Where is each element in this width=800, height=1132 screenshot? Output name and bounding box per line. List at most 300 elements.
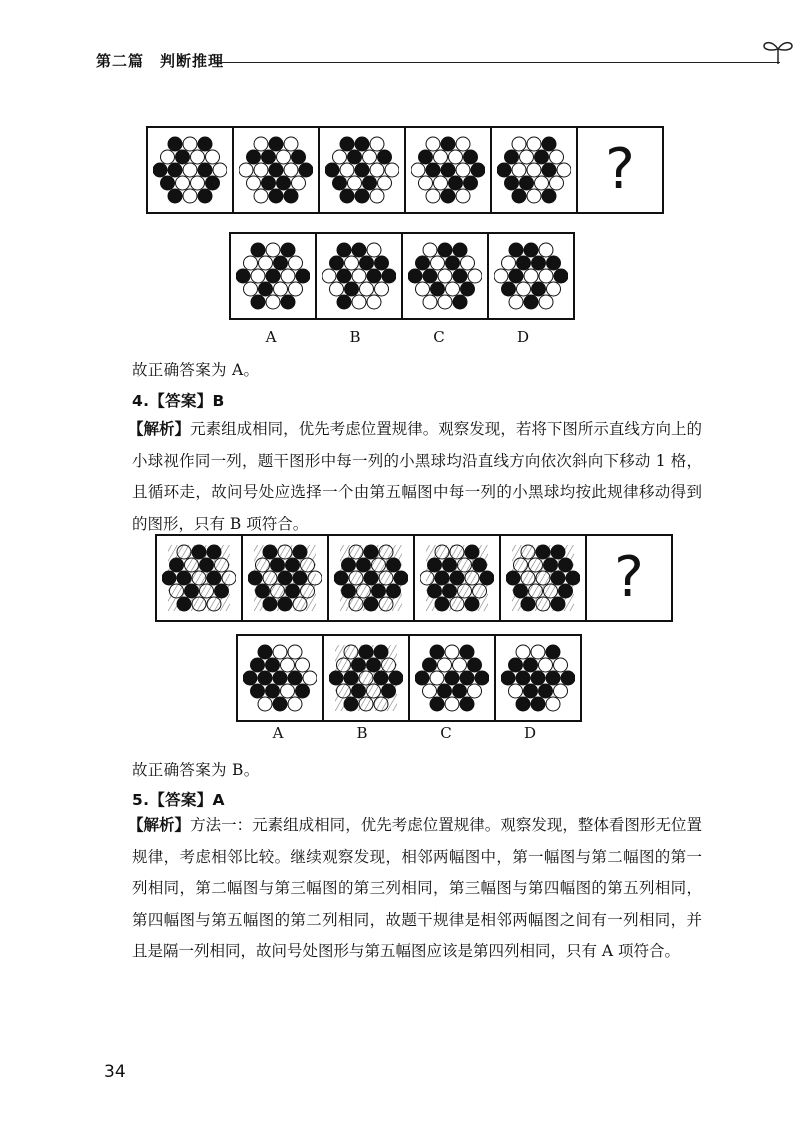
black-ball — [340, 137, 354, 151]
black-ball — [430, 645, 444, 659]
white-ball — [445, 645, 459, 659]
white-ball — [266, 295, 280, 309]
ball-figure — [248, 541, 322, 615]
black-ball — [532, 256, 546, 270]
q3-option-b — [315, 232, 403, 320]
black-ball — [453, 295, 467, 309]
black-ball — [535, 150, 549, 164]
black-ball — [524, 684, 538, 698]
black-ball — [505, 176, 519, 190]
white-ball — [281, 658, 295, 672]
black-ball — [247, 150, 261, 164]
white-ball — [419, 176, 433, 190]
option-label-b: B — [349, 328, 361, 346]
white-ball — [426, 189, 440, 203]
q4-answer-label: 4.【答案】B — [132, 392, 225, 410]
black-ball — [461, 282, 475, 296]
white-ball — [352, 269, 366, 283]
q3-figure-1 — [146, 126, 234, 214]
black-ball — [468, 658, 482, 672]
ball-figure — [239, 133, 313, 207]
white-ball — [512, 163, 526, 177]
black-ball — [520, 176, 534, 190]
white-ball — [453, 658, 467, 672]
black-ball — [355, 137, 369, 151]
black-ball — [251, 684, 265, 698]
black-ball — [441, 163, 455, 177]
white-ball — [547, 282, 561, 296]
white-ball — [281, 269, 295, 283]
black-ball — [524, 243, 538, 257]
white-ball — [273, 645, 287, 659]
option-label-c: C — [440, 724, 452, 742]
ball-figure — [420, 541, 494, 615]
white-ball — [183, 137, 197, 151]
white-ball — [539, 295, 553, 309]
black-ball — [296, 269, 310, 283]
q5-analysis — [128, 810, 702, 968]
black-ball — [516, 671, 530, 685]
white-ball — [183, 163, 197, 177]
black-ball — [198, 163, 212, 177]
black-ball — [281, 295, 295, 309]
black-ball — [262, 176, 276, 190]
white-ball — [385, 163, 399, 177]
q3-figure-4 — [404, 126, 492, 214]
black-ball — [360, 256, 374, 270]
option-label-d: D — [516, 328, 530, 346]
white-ball — [456, 163, 470, 177]
black-ball — [524, 658, 538, 672]
q3-conclusion: 故正确答案为 A。 — [132, 361, 260, 379]
white-ball — [434, 150, 448, 164]
q5-answer — [132, 788, 225, 810]
black-ball — [449, 176, 463, 190]
white-ball — [527, 163, 541, 177]
white-ball — [367, 243, 381, 257]
question-mark: ? — [614, 545, 644, 610]
black-ball — [512, 189, 526, 203]
white-ball — [423, 243, 437, 257]
sprout-icon — [760, 36, 796, 66]
white-ball — [254, 163, 268, 177]
white-ball — [520, 150, 534, 164]
black-ball — [269, 189, 283, 203]
black-ball — [296, 684, 310, 698]
black-ball — [546, 645, 560, 659]
black-ball — [546, 671, 560, 685]
white-ball — [557, 163, 571, 177]
black-ball — [509, 658, 523, 672]
black-ball — [453, 243, 467, 257]
black-ball — [251, 658, 265, 672]
black-ball — [330, 256, 344, 270]
ball-figure — [243, 641, 317, 715]
black-ball — [337, 295, 351, 309]
black-ball — [333, 176, 347, 190]
black-ball — [475, 671, 489, 685]
q4-analysis — [128, 414, 702, 540]
white-ball — [330, 282, 344, 296]
black-ball — [262, 150, 276, 164]
black-ball — [471, 163, 485, 177]
q4-option-labels — [236, 724, 572, 742]
page-number: 34 — [104, 1062, 126, 1082]
black-ball — [325, 163, 339, 177]
black-ball — [446, 256, 460, 270]
white-ball — [363, 150, 377, 164]
white-ball — [378, 176, 392, 190]
white-ball — [259, 256, 273, 270]
white-ball — [509, 295, 523, 309]
q4-analysis-text: 元素组成相同，优先考虑位置规律。观察发现，若将下图所示直线方向上的小球视作同一列，题干图形中每一列的小黑球均沿直线方向依次斜向下移动 1 格，且循环走，故问号处应选择一个由第五幅图中每一列的小黑球均按此规律移动得到的图形，只有 B 项符合。 — [132, 420, 702, 533]
white-ball — [438, 658, 452, 672]
white-ball — [546, 697, 560, 711]
q4-figure-5 — [499, 534, 587, 622]
white-ball — [456, 137, 470, 151]
black-ball — [497, 163, 511, 177]
white-ball — [284, 163, 298, 177]
black-ball — [464, 150, 478, 164]
white-ball — [340, 163, 354, 177]
q3-option-d — [487, 232, 575, 320]
black-ball — [516, 697, 530, 711]
ball-figure — [325, 133, 399, 207]
white-ball — [468, 684, 482, 698]
white-ball — [360, 282, 374, 296]
white-ball — [431, 256, 445, 270]
white-ball — [461, 256, 475, 270]
white-ball — [539, 658, 553, 672]
black-ball — [363, 176, 377, 190]
black-ball — [251, 295, 265, 309]
black-ball — [284, 189, 298, 203]
black-ball — [337, 243, 351, 257]
white-ball — [345, 256, 359, 270]
ball-figure — [153, 133, 227, 207]
white-ball — [191, 176, 205, 190]
white-ball — [430, 671, 444, 685]
q4-option-a — [236, 634, 324, 722]
white-ball — [370, 137, 384, 151]
hatch-overlay — [340, 545, 402, 611]
hatch-overlay — [512, 545, 574, 611]
black-ball — [206, 176, 220, 190]
black-ball — [542, 189, 556, 203]
black-ball — [266, 658, 280, 672]
white-ball — [370, 163, 384, 177]
q4-figure-4 — [413, 534, 501, 622]
white-ball — [296, 658, 310, 672]
black-ball — [168, 189, 182, 203]
q3-figure-3 — [318, 126, 406, 214]
analysis-tag: 【解析】 — [128, 816, 191, 834]
q4-option-d — [494, 634, 582, 722]
white-ball — [516, 645, 530, 659]
q5-answer-label: 5.【答案】A — [132, 791, 225, 809]
q3-option-labels — [229, 328, 565, 346]
q3-options-row — [229, 232, 575, 318]
hatch-overlay — [254, 545, 316, 611]
q4-option-b — [322, 634, 410, 722]
black-ball — [453, 269, 467, 283]
ball-figure — [329, 641, 403, 715]
option-label-c: C — [433, 328, 445, 346]
black-ball — [415, 671, 429, 685]
white-ball — [289, 256, 303, 270]
white-ball — [426, 137, 440, 151]
black-ball — [243, 671, 257, 685]
white-ball — [456, 189, 470, 203]
black-ball — [161, 176, 175, 190]
black-ball — [460, 671, 474, 685]
q3-question-row — [146, 126, 664, 212]
white-ball — [446, 282, 460, 296]
header-rule — [214, 62, 780, 63]
white-ball — [206, 150, 220, 164]
ball-figure — [415, 641, 489, 715]
black-ball — [430, 697, 444, 711]
white-ball — [292, 176, 306, 190]
black-ball — [517, 256, 531, 270]
white-ball — [554, 658, 568, 672]
white-ball — [449, 150, 463, 164]
black-ball — [441, 137, 455, 151]
white-ball — [375, 282, 389, 296]
q5-analysis-text: 方法一：元素组成相同，优先考虑位置规律。观察发现，整体看图形无位置规律，考虑相邻比较。继续观察发现，相邻两幅图中，第一幅图与第二幅图的第一列相同，第二幅图与第三幅图的第三列相同，第三幅图与第四幅图的第五列相同，第四幅图与第五幅图的第二列相同，故题干规律是相邻两幅图之间有一列相同，并且是隔一列相同，故问号处图形与第五幅图应该是第四列相同，只有 A 项符合。 — [132, 816, 702, 960]
ball-figure — [408, 239, 482, 313]
white-ball — [445, 697, 459, 711]
ball-figure — [506, 541, 580, 615]
white-ball — [416, 282, 430, 296]
black-ball — [340, 189, 354, 203]
black-ball — [542, 163, 556, 177]
white-ball — [348, 176, 362, 190]
black-ball — [453, 684, 467, 698]
analysis-tag: 【解析】 — [128, 420, 191, 438]
black-ball — [299, 163, 313, 177]
black-ball — [153, 163, 167, 177]
black-ball — [274, 256, 288, 270]
black-ball — [266, 684, 280, 698]
white-ball — [527, 137, 541, 151]
white-ball — [288, 697, 302, 711]
black-ball — [269, 137, 283, 151]
white-ball — [213, 163, 227, 177]
white-ball — [468, 269, 482, 283]
white-ball — [550, 176, 564, 190]
ball-figure — [501, 641, 575, 715]
black-ball — [539, 684, 553, 698]
white-ball — [527, 189, 541, 203]
black-ball — [382, 269, 396, 283]
white-ball — [322, 269, 336, 283]
option-label-b: B — [356, 724, 368, 742]
q3-figure-5 — [490, 126, 578, 214]
option-label-a: A — [265, 328, 277, 346]
white-ball — [509, 684, 523, 698]
black-ball — [348, 150, 362, 164]
black-ball — [288, 671, 302, 685]
q4-figure-2 — [241, 534, 329, 622]
white-ball — [266, 243, 280, 257]
black-ball — [561, 671, 575, 685]
white-ball — [531, 645, 545, 659]
q4-figure-3 — [327, 534, 415, 622]
white-ball — [247, 176, 261, 190]
black-ball — [258, 671, 272, 685]
white-ball — [254, 189, 268, 203]
white-ball — [284, 137, 298, 151]
white-ball — [244, 282, 258, 296]
white-ball — [244, 256, 258, 270]
white-ball — [502, 256, 516, 270]
white-ball — [289, 282, 303, 296]
white-ball — [161, 150, 175, 164]
black-ball — [198, 137, 212, 151]
white-ball — [254, 137, 268, 151]
black-ball — [438, 243, 452, 257]
q3-figure-2 — [232, 126, 320, 214]
black-ball — [251, 243, 265, 257]
white-ball — [352, 295, 366, 309]
white-ball — [277, 150, 291, 164]
white-ball — [438, 295, 452, 309]
hatch-overlay — [335, 645, 397, 711]
option-label-a: A — [272, 724, 284, 742]
ball-figure — [334, 541, 408, 615]
black-ball — [423, 269, 437, 283]
black-ball — [505, 150, 519, 164]
black-ball — [176, 150, 190, 164]
white-ball — [370, 189, 384, 203]
black-ball — [532, 282, 546, 296]
black-ball — [375, 256, 389, 270]
black-ball — [524, 295, 538, 309]
white-ball — [517, 282, 531, 296]
black-ball — [509, 243, 523, 257]
q3-option-c — [401, 232, 489, 320]
black-ball — [337, 269, 351, 283]
white-ball — [512, 137, 526, 151]
white-ball — [438, 269, 452, 283]
black-ball — [542, 137, 556, 151]
black-ball — [531, 697, 545, 711]
ball-figure — [411, 133, 485, 207]
white-ball — [550, 150, 564, 164]
running-header — [96, 44, 706, 72]
black-ball — [198, 189, 212, 203]
black-ball — [266, 269, 280, 283]
white-ball — [251, 269, 265, 283]
q4-options-row — [236, 634, 582, 720]
white-ball — [239, 163, 253, 177]
option-label-d: D — [523, 724, 537, 742]
black-ball — [419, 150, 433, 164]
black-ball — [509, 269, 523, 283]
white-ball — [423, 295, 437, 309]
white-ball — [258, 697, 272, 711]
white-ball — [288, 645, 302, 659]
ball-figure — [497, 133, 571, 207]
black-ball — [258, 645, 272, 659]
black-ball — [423, 658, 437, 672]
white-ball — [535, 176, 549, 190]
white-ball — [539, 269, 553, 283]
black-ball — [345, 282, 359, 296]
white-ball — [524, 269, 538, 283]
black-ball — [281, 243, 295, 257]
black-ball — [273, 697, 287, 711]
black-ball — [460, 697, 474, 711]
black-ball — [531, 671, 545, 685]
black-ball — [355, 163, 369, 177]
black-ball — [259, 282, 273, 296]
q4-question-cell — [585, 534, 673, 622]
black-ball — [431, 282, 445, 296]
black-ball — [277, 176, 291, 190]
white-ball — [554, 684, 568, 698]
black-ball — [426, 163, 440, 177]
question-mark: ? — [605, 137, 635, 202]
black-ball — [352, 243, 366, 257]
black-ball — [378, 150, 392, 164]
black-ball — [292, 150, 306, 164]
black-ball — [236, 269, 250, 283]
white-ball — [176, 176, 190, 190]
black-ball — [464, 176, 478, 190]
q3-option-a — [229, 232, 317, 320]
q3-question-cell — [576, 126, 664, 214]
q4-option-c — [408, 634, 496, 722]
black-ball — [441, 189, 455, 203]
white-ball — [191, 150, 205, 164]
black-ball — [438, 684, 452, 698]
white-ball — [281, 684, 295, 698]
black-ball — [416, 256, 430, 270]
q4-answer — [132, 389, 225, 411]
white-ball — [183, 189, 197, 203]
black-ball — [168, 163, 182, 177]
white-ball — [367, 295, 381, 309]
black-ball — [367, 269, 381, 283]
black-ball — [554, 269, 568, 283]
ball-figure — [322, 239, 396, 313]
black-ball — [273, 671, 287, 685]
white-ball — [274, 282, 288, 296]
black-ball — [269, 163, 283, 177]
q4-question-row — [155, 534, 673, 620]
hatch-overlay — [426, 545, 488, 611]
black-ball — [502, 282, 516, 296]
black-ball — [168, 137, 182, 151]
q4-figure-1 — [155, 534, 243, 622]
q4-conclusion: 故正确答案为 B。 — [132, 761, 260, 779]
white-ball — [539, 243, 553, 257]
white-ball — [494, 269, 508, 283]
header-title: 第二篇 判断推理 — [96, 52, 225, 70]
black-ball — [501, 671, 515, 685]
black-ball — [445, 671, 459, 685]
ball-figure — [236, 239, 310, 313]
black-ball — [408, 269, 422, 283]
black-ball — [460, 645, 474, 659]
black-ball — [547, 256, 561, 270]
hatch-overlay — [168, 545, 230, 611]
white-ball — [333, 150, 347, 164]
white-ball — [434, 176, 448, 190]
white-ball — [411, 163, 425, 177]
